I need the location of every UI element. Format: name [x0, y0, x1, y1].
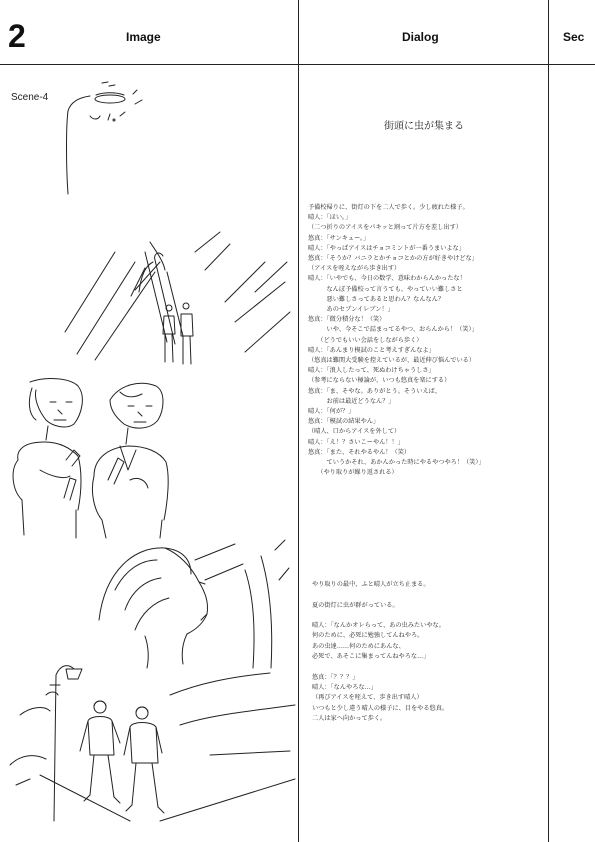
scene-heading: 街頭に虫が集まる — [384, 121, 464, 132]
dialog-line: 晴人：「いやでも、今日の数学、意味わからんかったな！ — [308, 275, 466, 283]
dialog-line: （晴人、口からアイスを外して） — [308, 428, 401, 436]
dialog-line: 必死で、あそこに集まってんねやろな…」 — [312, 653, 430, 661]
dialog-line: あの虫達……何のためにあんな、 — [312, 642, 405, 650]
column-divider-dialog-sec — [548, 0, 549, 842]
column-header-image: Image — [126, 30, 161, 44]
dialog-line: 悪い難しさってあると思わん？なんなん？ — [308, 295, 445, 303]
dialog-line: 晴人：「何が？」 — [308, 408, 355, 416]
dialog-line: 二人は家へ向かって歩く。 — [312, 714, 387, 722]
boys-walking-away-sketch — [10, 655, 295, 825]
header-divider — [0, 64, 595, 65]
dialog-line: いや、今そこで詰まってるやつ、おらんから！（笑）」 — [308, 326, 478, 334]
dialog-block-2 — [312, 580, 548, 724]
dialog-line: やり取りの最中、ふと晴人が立ち止まる。 — [312, 581, 430, 588]
dialog-line: （アイスを咥えながら歩き出す） — [308, 265, 401, 273]
dialog-line: 夏の街灯に虫が群がっている。 — [312, 601, 399, 609]
dialog-line: 何のために、必死に勉強してんねやろ。 — [312, 632, 424, 640]
streetlight-sketch — [60, 76, 160, 196]
dialog-line: ていうかそれ、あかんかった時にやるやつやろ！（笑）」 — [308, 459, 485, 467]
walking-under-streetlights-sketch — [55, 232, 290, 372]
dialog-line: 悠真：「微分積分な！（笑） — [308, 316, 386, 324]
dialog-line: （やり取りが繰り返される） — [308, 469, 398, 477]
dialog-line: 悠真：「模試の結果やん」 — [308, 418, 380, 426]
dialog-line: （どうでもいい会話をしながら歩く） — [308, 336, 423, 344]
column-header-sec: Sec — [563, 30, 585, 44]
dialog-line: 悠真：「ま、そやな。ありがとう。そういえば、 — [308, 387, 442, 395]
dialog-line: （参考にならない極論が、いつも悠真を楽にする） — [308, 377, 451, 385]
dialog-line: 晴人：「え！？さいこーやん！！」 — [308, 438, 404, 446]
dialog-block-1 — [308, 203, 548, 478]
page-number: 2 — [8, 18, 26, 54]
scene-label: Scene-4 — [11, 92, 49, 103]
dialog-line: いつもと少し違う晴人の様子に、目をやる悠真。 — [312, 704, 449, 712]
dialog-line: あのセブンイレブン！」 — [308, 306, 394, 314]
column-divider-image-dialog — [298, 0, 299, 842]
dialog-line: 予備校帰りに、街灯の下を二人で歩く。少し疲れた様子。 — [308, 204, 469, 211]
dialog-line: 悠真：「そうか？バニラとかチョコとかの方が好きやけどな」 — [308, 255, 478, 263]
dialog-line: 晴人：「ほい。」 — [308, 214, 352, 222]
dialog-line: 悠真：「また、それやるやん！（笑） — [308, 448, 411, 456]
boy-looking-up-sketch — [95, 540, 290, 670]
dialog-line: （再びアイスを咥えて、歩き出す晴人） — [312, 694, 423, 702]
dialog-line — [312, 611, 548, 621]
dialog-line: 晴人：「あんまり模試のこと考えすぎんなよ」 — [308, 346, 435, 354]
dialog-line: 晴人：「やっぱアイスはチョコミントが一番うまいよな」 — [308, 244, 465, 252]
dialog-line: （二つ折りのアイスをパキッと割って片方を差し出す） — [308, 224, 462, 232]
dialog-line: 悠真：「サンキュー。」 — [308, 234, 370, 242]
dialog-line: 悠真：「？？？」 — [312, 673, 359, 681]
column-header-dialog: Dialog — [402, 30, 439, 44]
dialog-line: なんぼ予備校って言うても、やっていい難しさと — [308, 285, 463, 293]
dialog-line — [312, 590, 548, 600]
two-boys-eating-ice-cream-sketch — [10, 380, 290, 540]
dialog-line: 晴人：「なんかオレらって、あの虫みたいやな。 — [312, 622, 445, 630]
dialog-line: お前は最近どうなん？」 — [308, 397, 395, 405]
dialog-line: 晴人：「なんやろな…」 — [312, 683, 377, 691]
dialog-line: （悠真は難関大受験を控えているが、最近伸び悩んでいる） — [308, 357, 476, 365]
dialog-line: 晴人：「浪人したって、死ぬわけちゃうしさ」 — [308, 367, 435, 375]
dialog-line — [312, 662, 548, 672]
